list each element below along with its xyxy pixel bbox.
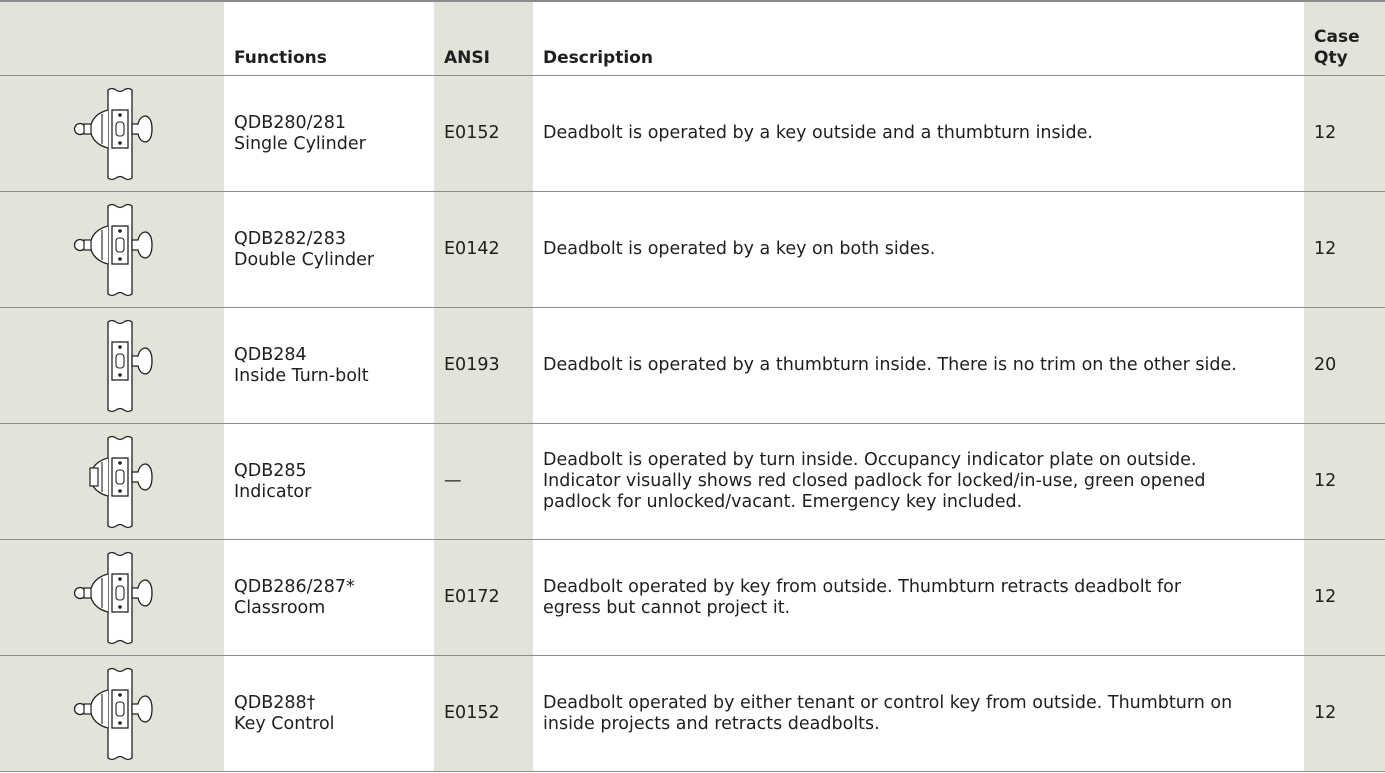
description-line: inside projects and retracts deadbolts.: [543, 713, 880, 734]
header-case-qty-line1: Case: [1314, 27, 1360, 47]
function-name: Double Cylinder: [234, 249, 375, 270]
ansi-cell: [434, 308, 533, 423]
product-image-cell: [0, 656, 224, 771]
case-qty: 20: [1314, 355, 1337, 375]
table-row: [0, 76, 1385, 192]
function-cell: [224, 308, 434, 423]
product-image-cell: [0, 540, 224, 655]
table-row: [0, 424, 1385, 540]
description-cell: [533, 540, 1304, 655]
case-qty: 12: [1314, 239, 1337, 259]
function-cell: [224, 656, 434, 771]
case-qty-cell: [1304, 76, 1385, 191]
description-line: Deadbolt is operated by a key on both sides.: [543, 239, 936, 259]
case-qty: 12: [1314, 471, 1337, 491]
ansi-code: E0193: [444, 355, 500, 375]
description-line: Deadbolt is operated by a thumbturn inside. There is no trim on the other side.: [543, 355, 1237, 375]
function-name: Inside Turn-bolt: [234, 365, 369, 386]
ansi-code: E0172: [444, 587, 500, 607]
function-code: QDB285: [234, 460, 307, 481]
product-image-cell: [0, 424, 224, 539]
description-line: Deadbolt operated by key from outside. Thumbturn retracts deadbolt for: [543, 576, 1182, 597]
function-code: QDB284: [234, 344, 307, 365]
product-image-cell: [0, 308, 224, 423]
function-cell: [224, 192, 434, 307]
product-image-cell: [0, 192, 224, 307]
function-cell: [224, 540, 434, 655]
description-cell: [533, 656, 1304, 771]
function-name: Classroom: [234, 597, 326, 618]
case-qty: 12: [1314, 123, 1337, 143]
function-code: QDB286/287*: [234, 576, 355, 597]
double-cylinder-deadbolt-icon: [68, 200, 168, 300]
classroom-deadbolt-icon: [68, 548, 168, 648]
case-qty-cell: [1304, 308, 1385, 423]
key-control-deadbolt-icon: [68, 664, 168, 764]
ansi-cell: [434, 76, 533, 191]
description-line: padlock for unlocked/vacant. Emergency key included.: [543, 492, 1023, 512]
header-functions-cell: [224, 2, 434, 75]
indicator-deadbolt-icon: [68, 432, 168, 532]
function-name: Single Cylinder: [234, 133, 366, 154]
description-cell: [533, 308, 1304, 423]
header-ansi-cell: [434, 2, 533, 75]
description-cell: [533, 192, 1304, 307]
description-line: Deadbolt operated by either tenant or control key from outside. Thumbturn on: [543, 692, 1233, 713]
table-row: [0, 308, 1385, 424]
function-cell: [224, 424, 434, 539]
product-image-cell: [0, 76, 224, 191]
header-description: Description: [543, 48, 653, 68]
function-code: QDB288†: [234, 692, 316, 713]
header-case-qty-line2: Qty: [1314, 48, 1348, 68]
description-line: Indicator visually shows red closed padlock for locked/in-use, green opened: [543, 471, 1206, 491]
header-ansi: ANSI: [444, 48, 490, 68]
ansi-code: E0142: [444, 239, 500, 259]
table-row: [0, 656, 1385, 772]
inside-turn-bolt-icon: [68, 316, 168, 416]
ansi-cell: [434, 540, 533, 655]
ansi-code: E0152: [444, 703, 500, 723]
ansi-cell: [434, 656, 533, 771]
ansi-code: E0152: [444, 123, 500, 143]
description-line: egress but cannot project it.: [543, 597, 791, 618]
table-header-row: [0, 0, 1385, 76]
description-cell: [533, 424, 1304, 539]
description-cell: [533, 76, 1304, 191]
function-name: Key Control: [234, 713, 335, 734]
function-code: QDB280/281: [234, 112, 346, 133]
single-cylinder-deadbolt-icon: [68, 84, 168, 184]
header-case-qty: [1314, 27, 1360, 69]
description-line: Deadbolt is operated by a key outside and a thumbturn inside.: [543, 123, 1093, 143]
case-qty: 12: [1314, 703, 1337, 723]
case-qty-cell: [1304, 540, 1385, 655]
function-code: QDB282/283: [234, 228, 346, 249]
ansi-cell: [434, 192, 533, 307]
table-row: [0, 540, 1385, 656]
case-qty-cell: [1304, 424, 1385, 539]
ansi-cell: [434, 424, 533, 539]
function-name: Indicator: [234, 481, 312, 502]
header-functions: Functions: [234, 48, 327, 68]
ansi-code: —: [444, 471, 462, 491]
function-cell: [224, 76, 434, 191]
header-case-qty-cell: [1304, 2, 1385, 75]
case-qty-cell: [1304, 192, 1385, 307]
header-image-cell: [0, 2, 224, 75]
description-line: Deadbolt is operated by turn inside. Occupancy indicator plate on outside.: [543, 450, 1197, 470]
table-row: [0, 192, 1385, 308]
case-qty: 12: [1314, 587, 1337, 607]
header-description-cell: [533, 2, 1304, 75]
case-qty-cell: [1304, 656, 1385, 771]
